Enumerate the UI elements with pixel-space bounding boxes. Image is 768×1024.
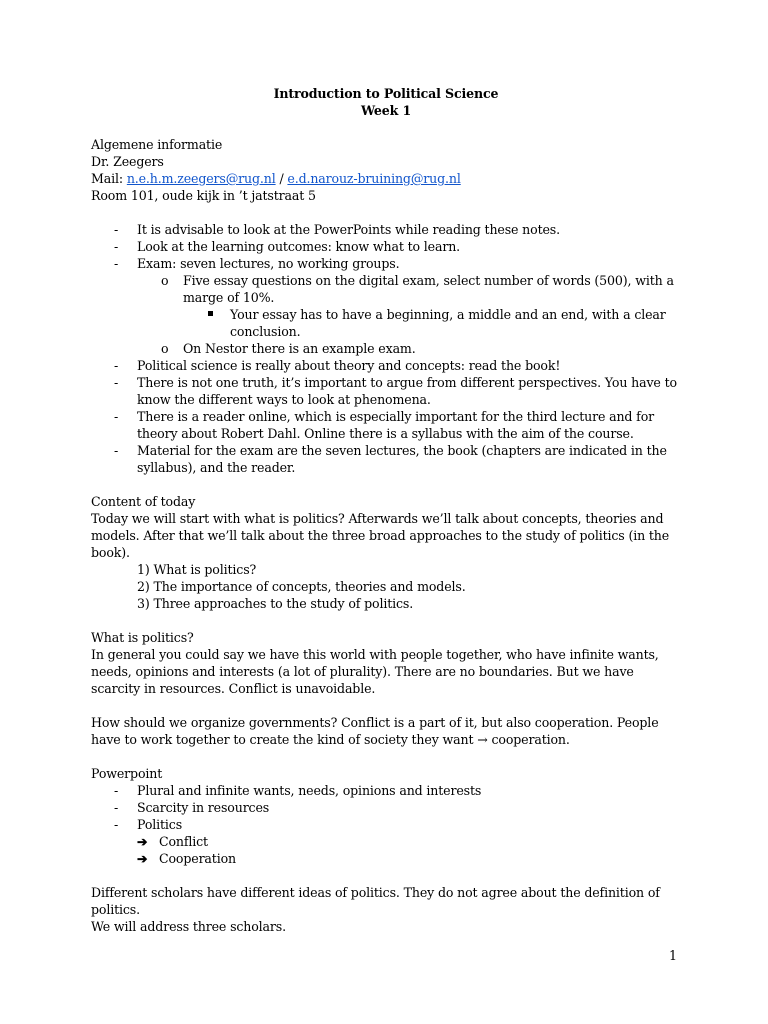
mail-line [91, 170, 681, 187]
document-title: Introduction to Political Science [273, 86, 499, 101]
room-line: Room 101, oude kijk in ’t jatstraat 5 [91, 188, 316, 203]
email-separator: / [275, 171, 288, 186]
sub-list-item: o On Nestor there is an example exam. [161, 341, 416, 356]
dash-bullet: - [114, 375, 119, 390]
arrow-list-item: ➔ Conflict [137, 834, 208, 849]
dash-bullet: - [114, 256, 119, 271]
dash-bullet: - [114, 443, 119, 458]
list-item: - There is a reader online, which is especially important for the third lecture and for theory about Robert Dahl. Online there is a syllabus with the aim of the course. [114, 409, 654, 441]
arrow-right-icon: ➔ [137, 834, 148, 849]
lecturer-name: Dr. Zeegers [91, 154, 164, 169]
dash-bullet: - [114, 817, 119, 832]
dash-bullet: - [114, 800, 119, 815]
arrow-right-icon: ➔ [137, 851, 148, 866]
list-item: - Political science is really about theory and concepts: read the book! [114, 358, 561, 373]
content-paragraph: Today we will start with what is politics? Afterwards we’ll talk about concepts, theories and models. After that we’ll talk about the three broad approaches to the study of politics (in the book). [91, 511, 670, 560]
numbered-item: 3) Three approaches to the study of politics. [137, 596, 414, 611]
powerpoint-heading: Powerpoint [91, 766, 163, 781]
numbered-item: 1) What is politics? [137, 562, 257, 577]
circle-bullet: o [161, 273, 169, 288]
sub-list-item: o Five essay questions on the digital exam, select number of words (500), with a marge of 10%. [161, 273, 674, 305]
arrow-list-item: ➔ Cooperation [137, 851, 236, 866]
numbered-item: 2) The importance of concepts, theories and models. [137, 579, 466, 594]
scholars-line: We will address three scholars. [91, 919, 286, 934]
mail-label: Mail: [91, 171, 127, 186]
dash-bullet: - [114, 358, 119, 373]
content-heading: Content of today [91, 494, 196, 509]
email-link-zeegers[interactable]: n.e.h.m.zeegers@rug.nl [126, 171, 276, 186]
list-item: - Politics [114, 817, 183, 832]
what-heading: What is politics? [91, 630, 194, 645]
scholars-paragraph: Different scholars have different ideas of politics. They do not agree about the definition of politics. [91, 885, 660, 917]
circle-bullet: o [161, 341, 169, 356]
list-item: - Material for the exam are the seven lectures, the book (chapters are indicated in the syllabus), and the reader. [114, 443, 667, 475]
page-number: 1 [669, 948, 678, 963]
list-item: - There is not one truth, it’s important to argue from different perspectives. You have to know the different ways to look at phenomena. [114, 375, 677, 407]
what-paragraph: In general you could say we have this world with people together, who have infinite wants, needs, opinions and interests (a lot of plurality). There are no boundaries. But we have scarcity in resources. Conflict is unavoidable. [91, 647, 659, 696]
list-item: - Look at the learning outcomes: know what to learn. [114, 239, 461, 254]
document-body [91, 85, 681, 935]
list-item: - Scarcity in resources [114, 800, 270, 815]
info-heading: Algemene informatie [91, 137, 223, 152]
dash-bullet: - [114, 409, 119, 424]
dash-bullet: - [114, 239, 119, 254]
sub-sub-list-item: Your essay has to have a beginning, a middle and an end, with a clear conclusion. [91, 306, 681, 340]
document-subtitle: Week 1 [360, 103, 412, 118]
square-bullet-icon [208, 311, 213, 316]
government-paragraph: How should we organize governments? Conflict is a part of it, but also cooperation. People have to work together to create the kind of society they want → cooperation. [91, 715, 659, 747]
email-link-narouz[interactable]: e.d.narouz-bruining@rug.nl [287, 171, 461, 186]
list-item: - Exam: seven lectures, no working groups. [114, 256, 400, 271]
dash-bullet: - [114, 783, 119, 798]
list-item: - Plural and infinite wants, needs, opinions and interests [114, 783, 482, 798]
dash-bullet: - [114, 222, 119, 237]
list-item: - It is advisable to look at the PowerPoints while reading these notes. [114, 222, 560, 237]
